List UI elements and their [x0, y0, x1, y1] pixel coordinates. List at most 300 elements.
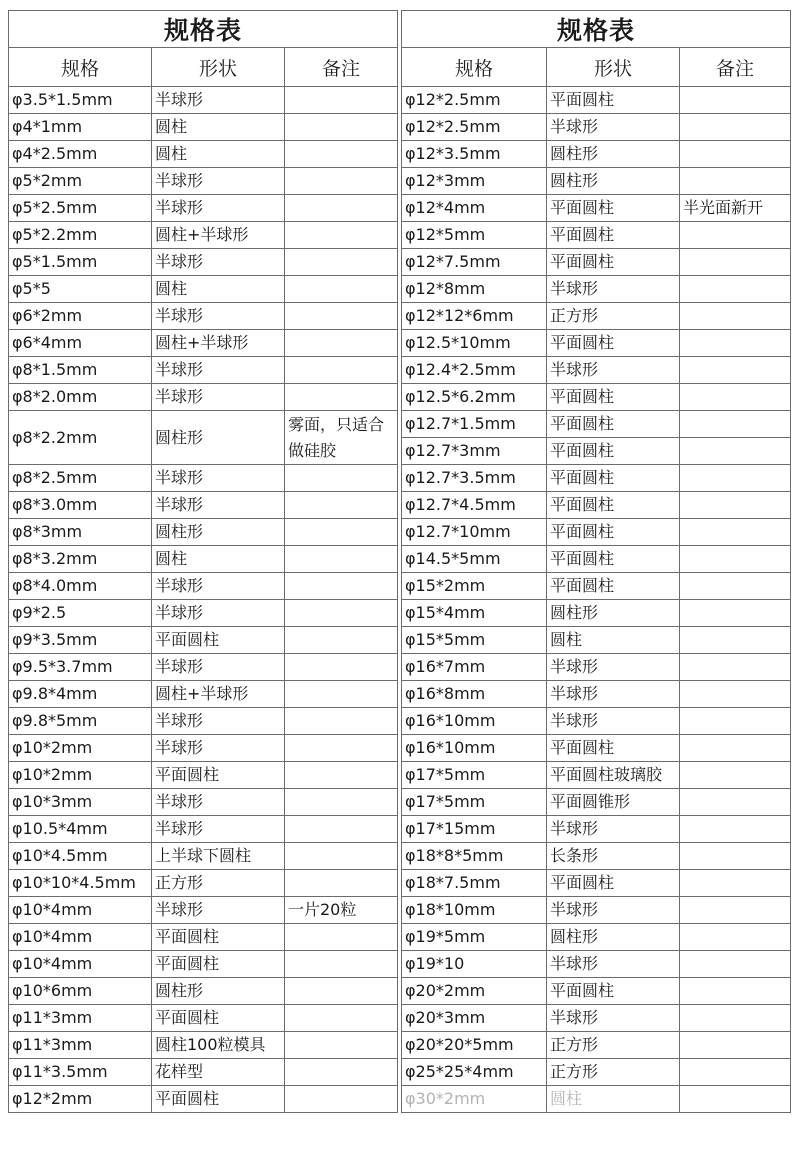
cell-note [680, 330, 791, 357]
cell-spec: φ12.7*10mm [402, 519, 547, 546]
cell-note [680, 654, 791, 681]
cell-note [285, 1059, 398, 1086]
cell-note [680, 978, 791, 1005]
cell-shape: 平面圆柱 [547, 222, 680, 249]
cell-spec: φ8*3.2mm [9, 546, 152, 573]
table-row [402, 978, 791, 1005]
cell-note: 雾面，只适合做硅胶 [285, 411, 398, 465]
cell-shape: 圆柱形 [152, 978, 285, 1005]
cell-spec: φ10.5*4mm [9, 816, 152, 843]
cell-spec: φ8*2.2mm [9, 411, 152, 465]
table-row [9, 708, 398, 735]
cell-note [285, 492, 398, 519]
cell-shape: 圆柱100粒模具 [152, 1032, 285, 1059]
table-row [402, 816, 791, 843]
cell-spec: φ5*2.5mm [9, 195, 152, 222]
table-row [402, 141, 791, 168]
cell-shape: 圆柱 [547, 627, 680, 654]
cell-spec: φ12.5*6.2mm [402, 384, 547, 411]
table-row [402, 1005, 791, 1032]
cell-note [285, 249, 398, 276]
cell-shape: 平面圆柱 [547, 573, 680, 600]
table-row [9, 978, 398, 1005]
table-row [402, 1032, 791, 1059]
cell-note [285, 222, 398, 249]
cell-note [285, 303, 398, 330]
header-note: 备注 [680, 48, 791, 87]
cell-shape: 平面圆柱 [152, 627, 285, 654]
cell-note [680, 735, 791, 762]
cell-spec: φ11*3mm [9, 1005, 152, 1032]
cell-note [285, 735, 398, 762]
table-row [9, 573, 398, 600]
cell-shape: 圆柱 [152, 141, 285, 168]
cell-note [285, 357, 398, 384]
cell-spec: φ12*7.5mm [402, 249, 547, 276]
cell-shape: 平面圆柱 [547, 519, 680, 546]
cell-note [285, 573, 398, 600]
table-row [9, 411, 398, 465]
cell-note [680, 87, 791, 114]
cell-shape: 圆柱形 [547, 924, 680, 951]
table-row [9, 762, 398, 789]
cell-spec: φ18*7.5mm [402, 870, 547, 897]
cell-spec: φ3.5*1.5mm [9, 87, 152, 114]
cell-spec: φ16*7mm [402, 654, 547, 681]
cell-note [680, 438, 791, 465]
cell-shape: 平面圆锥形 [547, 789, 680, 816]
cell-note [285, 627, 398, 654]
cell-shape: 半球形 [547, 276, 680, 303]
cell-spec: φ15*2mm [402, 573, 547, 600]
table-row [9, 681, 398, 708]
table-row [402, 249, 791, 276]
table-row [402, 438, 791, 465]
cell-shape: 半球形 [152, 708, 285, 735]
cell-note [680, 708, 791, 735]
cell-note [285, 978, 398, 1005]
table-row [9, 87, 398, 114]
cell-shape: 平面圆柱 [547, 330, 680, 357]
cell-note [285, 1032, 398, 1059]
table-row [9, 600, 398, 627]
cell-note [285, 924, 398, 951]
table-row [9, 519, 398, 546]
table-row [402, 546, 791, 573]
cell-spec: φ12*2mm [9, 1086, 152, 1113]
cell-shape: 半球形 [547, 816, 680, 843]
cell-shape: 平面圆柱 [547, 87, 680, 114]
cell-spec: φ10*2mm [9, 762, 152, 789]
table-row [402, 87, 791, 114]
cell-shape: 半球形 [152, 789, 285, 816]
cell-note [680, 492, 791, 519]
table-row [402, 114, 791, 141]
cell-shape: 平面圆柱 [547, 249, 680, 276]
cell-note [680, 681, 791, 708]
cell-shape: 圆柱形 [547, 168, 680, 195]
table-row [9, 141, 398, 168]
cell-shape: 正方形 [547, 1059, 680, 1086]
cell-shape: 平面圆柱 [547, 438, 680, 465]
table-row [402, 897, 791, 924]
cell-spec: φ16*10mm [402, 708, 547, 735]
cell-spec: φ8*3mm [9, 519, 152, 546]
cell-spec: φ17*5mm [402, 789, 547, 816]
table-row [402, 924, 791, 951]
cell-spec: φ6*4mm [9, 330, 152, 357]
table-row [9, 384, 398, 411]
table-row [9, 546, 398, 573]
table-row [9, 1059, 398, 1086]
table-row [9, 951, 398, 978]
cell-shape: 圆柱形 [152, 411, 285, 465]
table-row [402, 519, 791, 546]
cell-spec: φ8*3.0mm [9, 492, 152, 519]
cell-spec: φ8*4.0mm [9, 573, 152, 600]
cell-note [285, 654, 398, 681]
cell-note [680, 141, 791, 168]
cell-spec: φ12*3mm [402, 168, 547, 195]
cell-spec: φ5*2.2mm [9, 222, 152, 249]
cell-shape: 平面圆柱 [547, 735, 680, 762]
cell-note: 一片20粒 [285, 897, 398, 924]
cell-shape: 正方形 [547, 303, 680, 330]
table-row [402, 654, 791, 681]
table-row [402, 762, 791, 789]
cell-shape: 正方形 [547, 1032, 680, 1059]
cell-note [680, 546, 791, 573]
cell-shape: 半球形 [152, 492, 285, 519]
header-shape: 形状 [152, 48, 285, 87]
table-row [402, 789, 791, 816]
table-row [402, 1086, 791, 1113]
table-row [402, 951, 791, 978]
cell-shape: 上半球下圆柱 [152, 843, 285, 870]
cell-spec: φ20*3mm [402, 1005, 547, 1032]
table-row [402, 357, 791, 384]
cell-shape: 半球形 [152, 195, 285, 222]
cell-spec: φ9*2.5 [9, 600, 152, 627]
cell-spec: φ10*3mm [9, 789, 152, 816]
cell-shape: 半球形 [547, 681, 680, 708]
cell-spec: φ12.5*10mm [402, 330, 547, 357]
cell-shape: 半球形 [152, 465, 285, 492]
cell-note [680, 843, 791, 870]
cell-spec: φ12*8mm [402, 276, 547, 303]
cell-shape: 圆柱+半球形 [152, 330, 285, 357]
table-row [9, 789, 398, 816]
cell-note [680, 816, 791, 843]
cell-shape: 半球形 [152, 168, 285, 195]
cell-note [680, 762, 791, 789]
table-row [9, 627, 398, 654]
table-row [402, 573, 791, 600]
table-row [9, 276, 398, 303]
cell-note [285, 681, 398, 708]
cell-spec: φ12*12*6mm [402, 303, 547, 330]
table-row [402, 168, 791, 195]
cell-shape: 平面圆柱 [152, 1005, 285, 1032]
cell-note [285, 519, 398, 546]
cell-shape: 半球形 [547, 708, 680, 735]
cell-note [680, 465, 791, 492]
cell-spec: φ10*4.5mm [9, 843, 152, 870]
cell-shape: 平面圆柱 [152, 762, 285, 789]
cell-shape: 半球形 [547, 357, 680, 384]
table-row [9, 168, 398, 195]
table-row [9, 870, 398, 897]
table-row [402, 600, 791, 627]
cell-shape: 圆柱+半球形 [152, 222, 285, 249]
header-spec: 规格 [402, 48, 547, 87]
cell-shape: 半球形 [152, 87, 285, 114]
cell-note [285, 708, 398, 735]
cell-spec: φ12*3.5mm [402, 141, 547, 168]
cell-note [680, 789, 791, 816]
table-row [402, 870, 791, 897]
cell-note [680, 924, 791, 951]
cell-shape: 半球形 [152, 654, 285, 681]
cell-shape: 圆柱形 [547, 141, 680, 168]
cell-shape: 半球形 [152, 249, 285, 276]
cell-spec: φ12.7*3.5mm [402, 465, 547, 492]
cell-spec: φ12.7*3mm [402, 438, 547, 465]
table-row [9, 303, 398, 330]
cell-note [680, 897, 791, 924]
table-row [9, 843, 398, 870]
table-row [402, 384, 791, 411]
cell-spec: φ12.7*4.5mm [402, 492, 547, 519]
cell-shape: 半球形 [547, 654, 680, 681]
cell-shape: 半球形 [547, 951, 680, 978]
cell-spec: φ19*10 [402, 951, 547, 978]
table-row [402, 492, 791, 519]
table-row [402, 330, 791, 357]
cell-note [680, 411, 791, 438]
cell-spec: φ5*2mm [9, 168, 152, 195]
table-row [9, 735, 398, 762]
cell-shape: 半球形 [152, 816, 285, 843]
cell-note [680, 870, 791, 897]
spec-table-right [401, 10, 791, 1113]
cell-shape: 半球形 [152, 600, 285, 627]
table-row [9, 195, 398, 222]
cell-note [285, 843, 398, 870]
cell-note [285, 195, 398, 222]
cell-spec: φ16*8mm [402, 681, 547, 708]
table-row [9, 492, 398, 519]
cell-shape: 半球形 [152, 735, 285, 762]
cell-spec: φ9.8*4mm [9, 681, 152, 708]
cell-spec: φ18*8*5mm [402, 843, 547, 870]
cell-spec: φ10*10*4.5mm [9, 870, 152, 897]
cell-spec: φ17*5mm [402, 762, 547, 789]
cell-note [680, 951, 791, 978]
cell-spec: φ12*5mm [402, 222, 547, 249]
spec-table-left [8, 10, 398, 1113]
cell-spec: φ17*15mm [402, 816, 547, 843]
cell-spec: φ10*6mm [9, 978, 152, 1005]
cell-spec: φ15*5mm [402, 627, 547, 654]
table-row [402, 411, 791, 438]
table-row [9, 330, 398, 357]
cell-note [680, 222, 791, 249]
cell-note [680, 249, 791, 276]
table-row [402, 843, 791, 870]
cell-note [680, 168, 791, 195]
cell-note: 半光面新开 [680, 195, 791, 222]
cell-note [285, 951, 398, 978]
cell-shape: 半球形 [152, 303, 285, 330]
cell-shape: 半球形 [547, 114, 680, 141]
cell-spec: φ25*25*4mm [402, 1059, 547, 1086]
table-row [9, 924, 398, 951]
cell-note [285, 600, 398, 627]
cell-note [285, 870, 398, 897]
cell-note [285, 1005, 398, 1032]
header-note: 备注 [285, 48, 398, 87]
table-row [9, 1005, 398, 1032]
cell-shape: 半球形 [547, 897, 680, 924]
cell-note [680, 627, 791, 654]
table-row [9, 222, 398, 249]
cell-spec: φ10*4mm [9, 951, 152, 978]
header-shape: 形状 [547, 48, 680, 87]
cell-note [285, 114, 398, 141]
cell-shape: 平面圆柱 [547, 978, 680, 1005]
cell-note [680, 1032, 791, 1059]
table-row [9, 114, 398, 141]
cell-note [285, 276, 398, 303]
cell-note [680, 303, 791, 330]
cell-shape: 正方形 [152, 870, 285, 897]
cell-shape: 半球形 [152, 573, 285, 600]
cell-note [680, 276, 791, 303]
cell-shape: 平面圆柱 [547, 870, 680, 897]
cell-shape: 平面圆柱 [547, 465, 680, 492]
table-row [402, 195, 791, 222]
cell-shape: 半球形 [152, 897, 285, 924]
table-row [402, 222, 791, 249]
cell-note [680, 1005, 791, 1032]
cell-spec: φ9*3.5mm [9, 627, 152, 654]
cell-note [680, 600, 791, 627]
cell-shape: 平面圆柱 [547, 546, 680, 573]
table-row [402, 708, 791, 735]
table-row [9, 357, 398, 384]
cell-note [680, 357, 791, 384]
cell-spec: φ10*4mm [9, 897, 152, 924]
table-row [402, 735, 791, 762]
cell-shape: 半球形 [152, 384, 285, 411]
cell-note [285, 1086, 398, 1113]
table-row [9, 1032, 398, 1059]
cell-shape: 平面圆柱 [547, 384, 680, 411]
cell-note [285, 141, 398, 168]
cell-spec: φ18*10mm [402, 897, 547, 924]
cell-note [285, 330, 398, 357]
cell-spec: φ12*4mm [402, 195, 547, 222]
cell-spec: φ14.5*5mm [402, 546, 547, 573]
cell-spec: φ20*20*5mm [402, 1032, 547, 1059]
cell-spec: φ16*10mm [402, 735, 547, 762]
cell-note [285, 87, 398, 114]
cell-note [680, 1086, 791, 1113]
table-title: 规格表 [402, 11, 791, 48]
cell-spec: φ11*3mm [9, 1032, 152, 1059]
cell-spec: φ4*1mm [9, 114, 152, 141]
cell-spec: φ6*2mm [9, 303, 152, 330]
cell-shape: 圆柱形 [547, 600, 680, 627]
cell-spec: φ8*1.5mm [9, 357, 152, 384]
cell-spec: φ9.5*3.7mm [9, 654, 152, 681]
cell-spec: φ10*2mm [9, 735, 152, 762]
cell-note [285, 465, 398, 492]
cell-spec: φ30*2mm [402, 1086, 547, 1113]
cell-shape: 圆柱形 [152, 519, 285, 546]
cell-spec: φ5*5 [9, 276, 152, 303]
cell-spec: φ15*4mm [402, 600, 547, 627]
cell-spec: φ12*2.5mm [402, 114, 547, 141]
header-spec: 规格 [9, 48, 152, 87]
cell-spec: φ12*2.5mm [402, 87, 547, 114]
cell-shape: 圆柱 [152, 276, 285, 303]
cell-note [680, 1059, 791, 1086]
table-row [9, 897, 398, 924]
cell-note [285, 789, 398, 816]
table-row [9, 816, 398, 843]
cell-shape: 平面圆柱玻璃胶 [547, 762, 680, 789]
cell-shape: 圆柱+半球形 [152, 681, 285, 708]
cell-spec: φ8*2.5mm [9, 465, 152, 492]
cell-shape: 圆柱 [152, 114, 285, 141]
cell-spec: φ12.7*1.5mm [402, 411, 547, 438]
table-row [402, 627, 791, 654]
cell-shape: 半球形 [152, 357, 285, 384]
cell-note [285, 546, 398, 573]
cell-shape: 长条形 [547, 843, 680, 870]
cell-spec: φ8*2.0mm [9, 384, 152, 411]
cell-shape: 圆柱 [152, 546, 285, 573]
table-row [402, 465, 791, 492]
table-row [402, 1059, 791, 1086]
table-row [402, 276, 791, 303]
cell-shape: 平面圆柱 [547, 411, 680, 438]
cell-spec: φ10*4mm [9, 924, 152, 951]
cell-spec: φ11*3.5mm [9, 1059, 152, 1086]
table-row [9, 654, 398, 681]
cell-spec: φ5*1.5mm [9, 249, 152, 276]
table-row [9, 249, 398, 276]
table-row [402, 681, 791, 708]
cell-note [285, 384, 398, 411]
cell-spec: φ19*5mm [402, 924, 547, 951]
cell-note [285, 816, 398, 843]
cell-note [680, 573, 791, 600]
cell-note [680, 114, 791, 141]
cell-spec: φ9.8*5mm [9, 708, 152, 735]
cell-spec: φ12.4*2.5mm [402, 357, 547, 384]
cell-note [285, 762, 398, 789]
cell-spec: φ4*2.5mm [9, 141, 152, 168]
cell-shape: 平面圆柱 [152, 1086, 285, 1113]
cell-note [285, 168, 398, 195]
cell-shape: 平面圆柱 [547, 492, 680, 519]
cell-shape: 平面圆柱 [152, 924, 285, 951]
cell-shape: 花样型 [152, 1059, 285, 1086]
cell-note [680, 519, 791, 546]
